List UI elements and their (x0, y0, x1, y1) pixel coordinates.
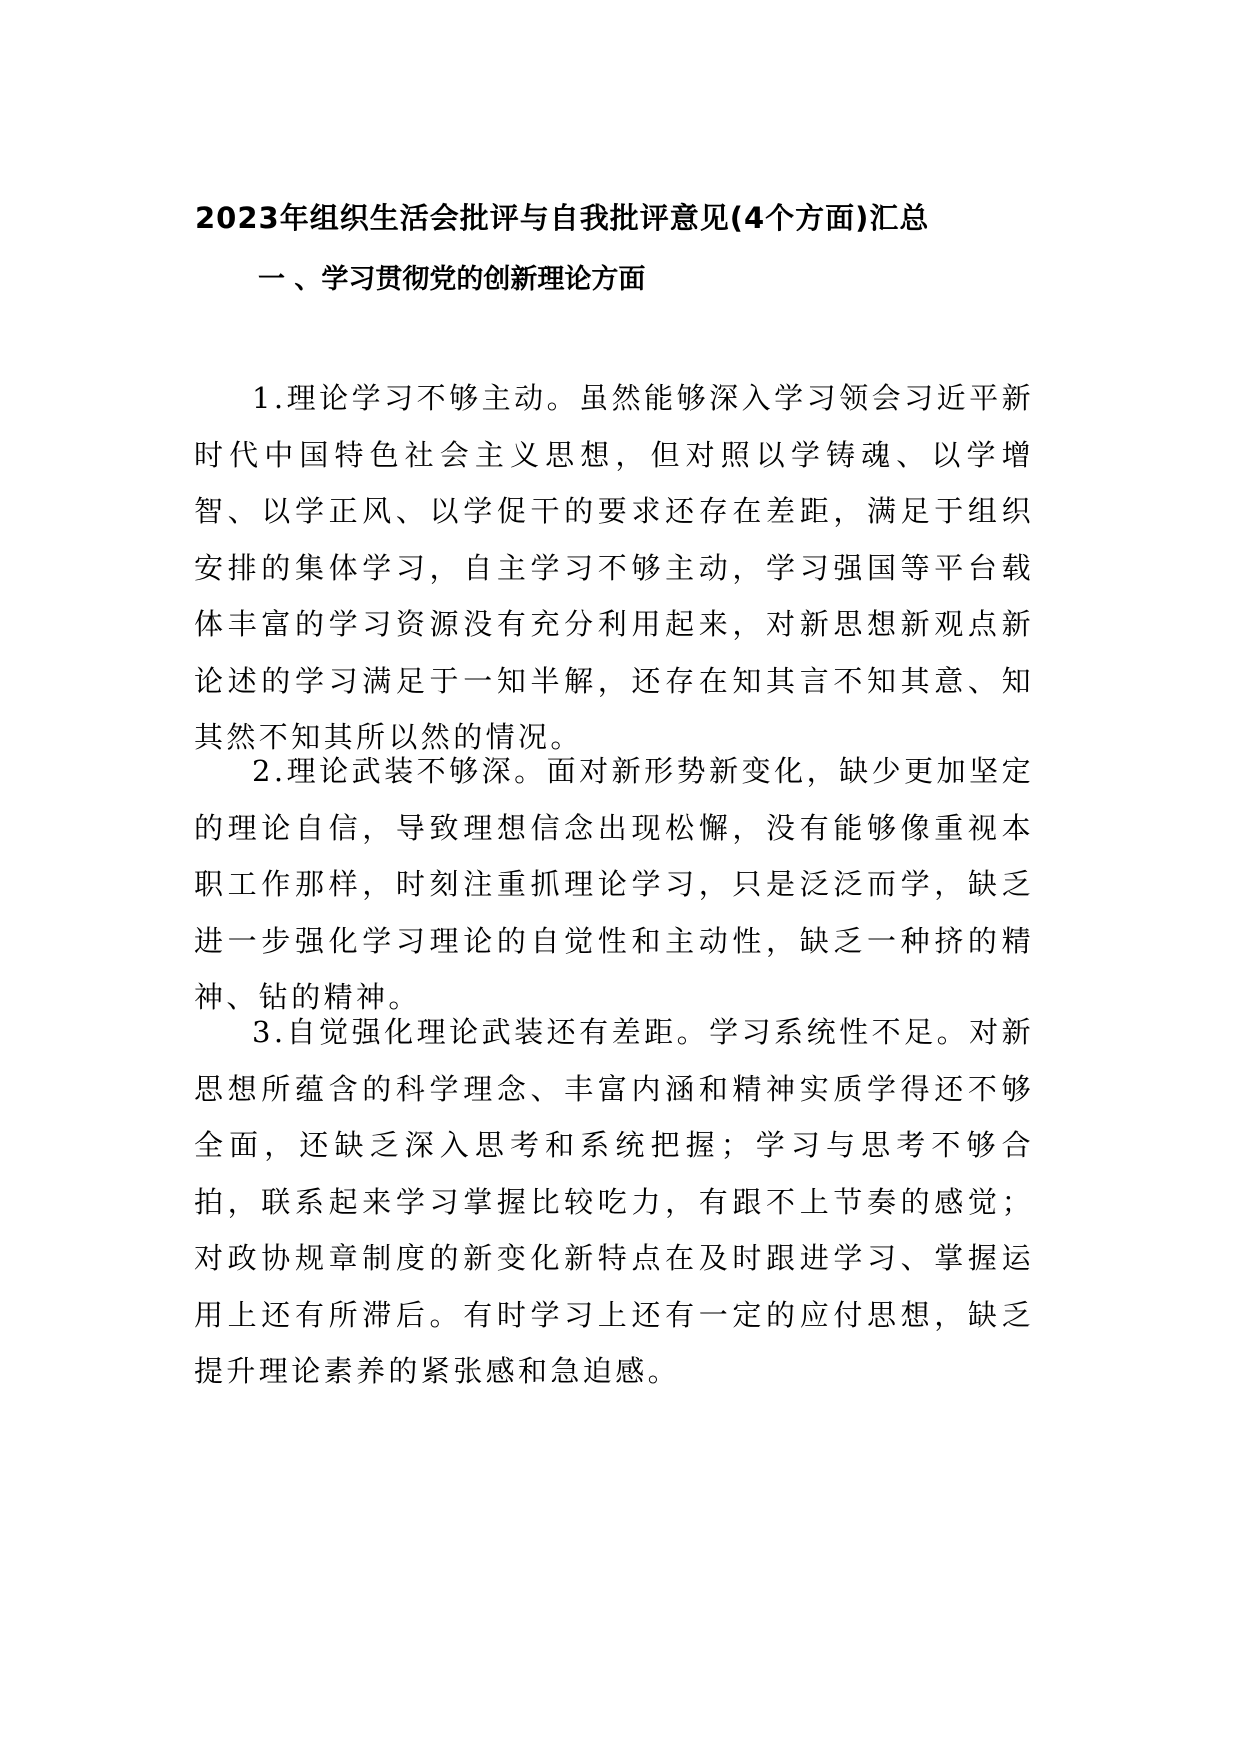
section-heading: 一 、学习贯彻党的创新理论方面 (258, 264, 646, 295)
paragraph-1: 1.理论学习不够主动。虽然能够深入学习领会习近平新时代中国特色社会主义思想，但对照以学铸魂、以学增智、以学正风、以学促干的要求还存在差距，满足于组织安排的集体学习，自主学习不够主动，学习强国等平台载体丰富的学习资源没有充分利用起来，对新思想新观点新论述的学习满足于一知半解，还存在知其言不知其意、知其然不知其所以然的情况。 (194, 381, 1034, 754)
paragraph-3: 3.自觉强化理论武装还有差距。学习系统性不足。对新思想所蕴含的科学理念、丰富内涵和精神实质学得还不够全面，还缺乏深入思考和系统把握；学习与思考不够合拍，联系起来学习掌握比较吃力，有跟不上节奏的感觉；对政协规章制度的新变化新特点在及时跟进学习、掌握运用上还有所滞后。有时学习上还有一定的应付思想，缺乏提升理论素养的紧张感和急迫感。 (194, 1015, 1034, 1388)
document-title: 2023年组织生活会批评与自我批评意见(4个方面)汇总 (195, 201, 930, 235)
paragraph-2: 2.理论武装不够深。面对新形势新变化，缺少更加坚定的理论自信，导致理想信念出现松懈，没有能够像重视本职工作那样，时刻注重抓理论学习，只是泛泛而学，缺乏进一步强化学习理论的自觉性和主动性，缺乏一种挤的精神、钻的精神。 (194, 754, 1034, 1014)
